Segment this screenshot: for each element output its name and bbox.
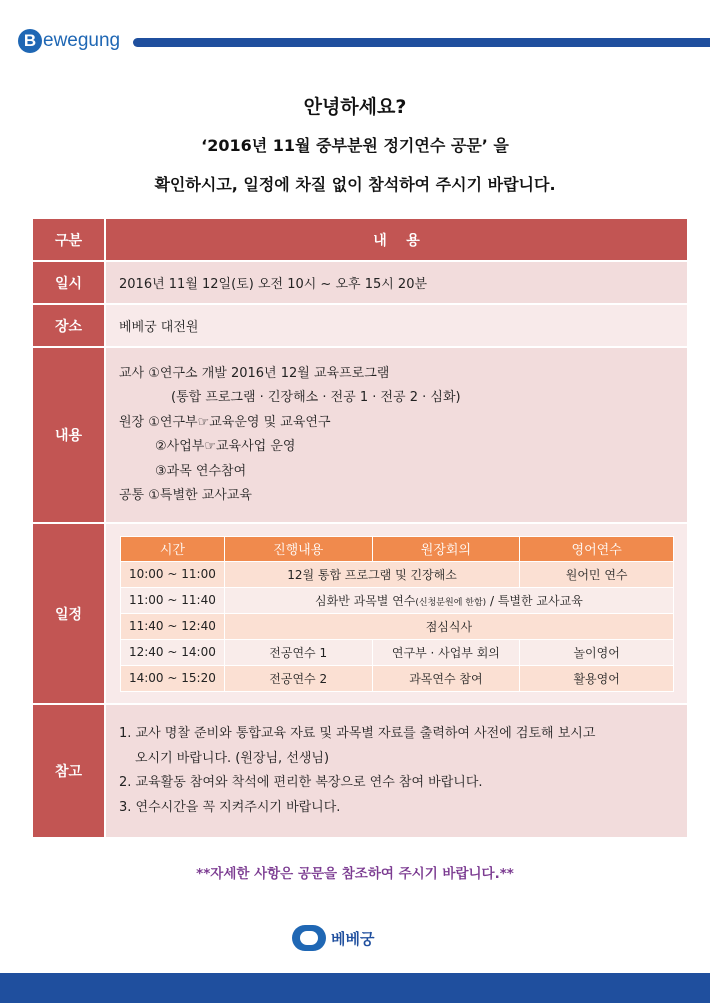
reference-value <box>105 704 688 838</box>
schedule-content-main: 심화반 과목별 연수 <box>315 593 416 608</box>
schedule-time: 14:00 ~ 15:20 <box>121 665 225 691</box>
footer-logo <box>292 925 374 951</box>
schedule-header-content: 진행내용 <box>224 536 372 561</box>
brand-logo-mark: B <box>18 29 42 53</box>
date-value: 2016년 11월 12일(토) 오전 10시 ~ 오후 15시 20분 <box>105 261 688 304</box>
schedule-english: 원어민 연수 <box>520 561 674 587</box>
footer-logo-icon <box>292 925 326 951</box>
schedule-meeting: 연구부 · 사업부 회의 <box>372 639 520 665</box>
reference-line: 오시기 바랍니다. (원장님, 선생님) <box>135 750 330 766</box>
reference-row <box>32 704 688 838</box>
schedule-header-english: 영어연수 <box>520 536 674 561</box>
schedule-cell <box>105 523 688 704</box>
content-label: 내용 <box>32 347 105 523</box>
reference-line: 2. 교육활동 참여와 착석에 편리한 복장으로 연수 참여 바랍니다. <box>119 775 483 790</box>
content-line: ③과목 연수참여 <box>155 463 247 479</box>
footer-bar <box>0 973 710 1003</box>
content-row <box>32 347 688 523</box>
schedule-time: 11:00 ~ 11:40 <box>121 587 225 613</box>
header-bar <box>133 38 710 47</box>
reference-line: 1. 교사 명찰 준비와 통합교육 자료 및 과목별 자료를 출력하여 사전에 검토해 보시고 <box>119 726 596 741</box>
schedule-content: 점심식사 <box>224 613 673 639</box>
content-value <box>105 347 688 523</box>
schedule-content-note: (신청분원에 한함) <box>415 597 487 608</box>
greeting-line-2: ‘2016년 11월 중부분원 정기연수 공문’ 을 <box>201 136 509 155</box>
reference-label: 참고 <box>32 704 105 838</box>
place-row <box>32 304 688 347</box>
schedule-meeting: 과목연수 참여 <box>372 665 520 691</box>
content-line: 공통 ①특별한 교사교육 <box>119 488 252 503</box>
brand-logo-text: ewegung <box>43 30 121 51</box>
schedule-header-time: 시간 <box>121 536 225 561</box>
reference-line: 3. 연수시간을 꼭 지켜주시기 바랍니다. <box>119 799 341 815</box>
schedule-content-extra: / 특별한 교사교육 <box>486 593 583 608</box>
schedule-row-1 <box>121 561 674 587</box>
schedule-label: 일정 <box>32 523 105 704</box>
schedule-row-4 <box>121 639 674 665</box>
content-line: ②사업부☞교육사업 운영 <box>155 439 296 454</box>
schedule-content: 전공연수 2 <box>224 665 372 691</box>
schedule-row-2 <box>121 587 674 613</box>
schedule-content: 전공연수 1 <box>224 639 372 665</box>
schedule-time: 12:40 ~ 14:00 <box>121 639 225 665</box>
schedule-time: 11:40 ~ 12:40 <box>121 613 225 639</box>
schedule-time: 10:00 ~ 11:00 <box>121 561 225 587</box>
place-value: 베베궁 대전원 <box>105 304 688 347</box>
schedule-row <box>32 523 688 704</box>
footnote: **자세한 사항은 공문을 참조하여 주시기 바랍니다.** <box>196 866 514 882</box>
date-row <box>32 261 688 304</box>
greeting-line-3: 확인하시고, 일정에 차질 없이 참석하여 주시기 바랍니다. <box>154 175 556 194</box>
place-label: 장소 <box>32 304 105 347</box>
schedule-table <box>120 536 674 692</box>
schedule-content <box>224 587 673 613</box>
schedule-header-meeting: 원장회의 <box>372 536 520 561</box>
greeting-line-1: 안녕하세요? <box>303 96 407 118</box>
schedule-header-row <box>121 536 674 561</box>
content-line: 원장 ①연구부☞교육운영 및 교육연구 <box>119 414 331 430</box>
info-table <box>31 217 689 839</box>
date-label: 일시 <box>32 261 105 304</box>
info-table-header-row <box>32 218 688 261</box>
header-content-cell: 내 용 <box>105 218 688 261</box>
schedule-english: 활용영어 <box>520 665 674 691</box>
schedule-row-3 <box>121 613 674 639</box>
schedule-row-5 <box>121 665 674 691</box>
schedule-content: 12월 통합 프로그램 및 긴장해소 <box>224 561 519 587</box>
content-line: (통합 프로그램 · 긴장해소 · 전공 1 · 전공 2 · 심화) <box>171 390 461 405</box>
header-label-cell: 구분 <box>32 218 105 261</box>
footer-logo-text: 베베궁 <box>331 929 375 948</box>
brand-logo <box>18 26 120 56</box>
content-line: 교사 ①연구소 개발 2016년 12월 교육프로그램 <box>119 365 390 381</box>
schedule-english: 놀이영어 <box>520 639 674 665</box>
